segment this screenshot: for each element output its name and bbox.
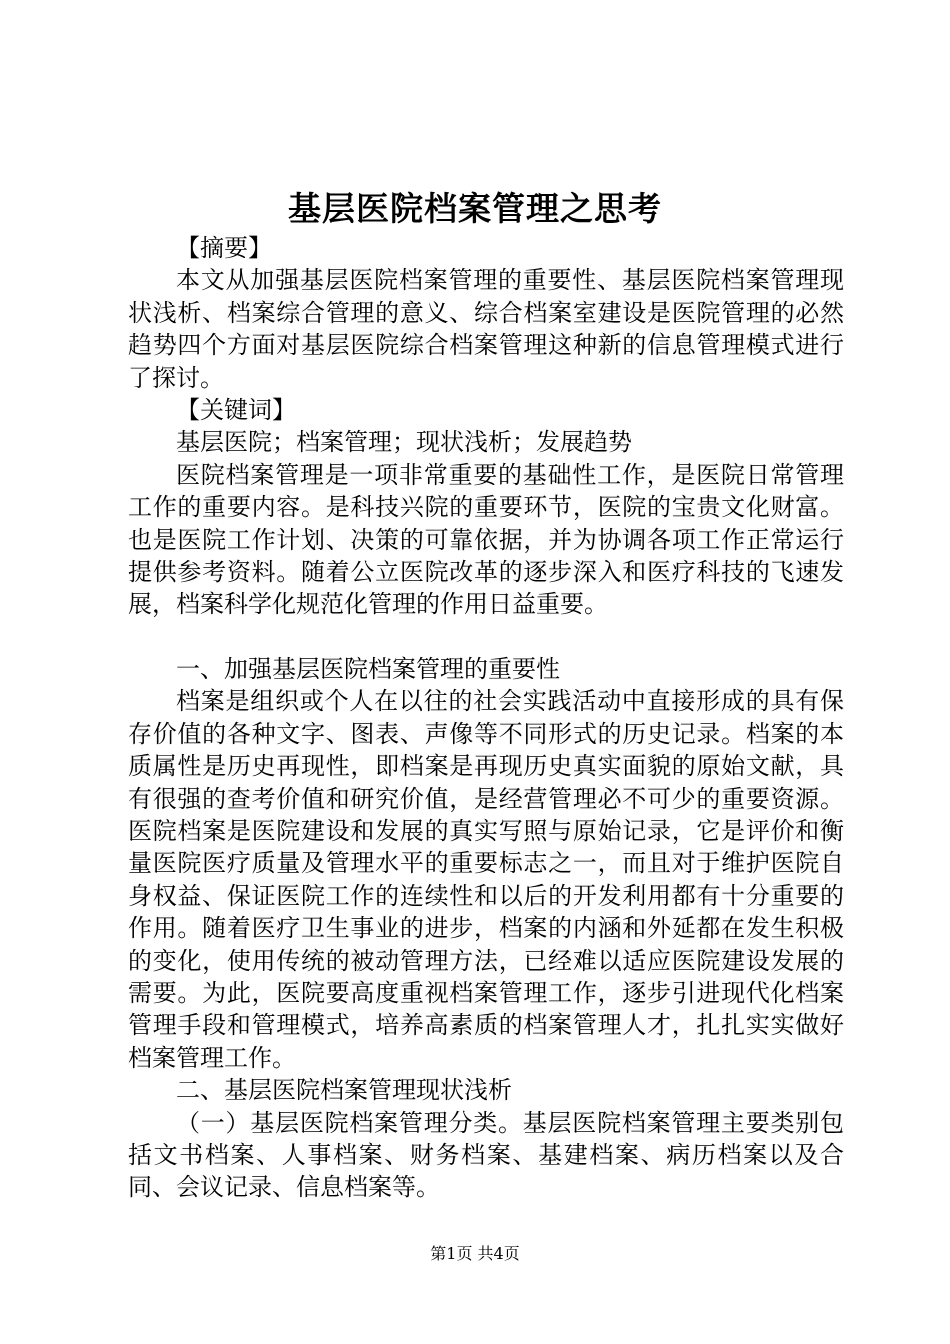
section-1-heading: 一、加强基层医院档案管理的重要性	[176, 654, 560, 683]
section-2-subsection-1: （一）基层医院档案管理分类。基层医院档案管理主要类别包括文书档案、人事档案、财务档案、基建档案、病历档案以及合同、会议记录、信息档案等。	[128, 1108, 844, 1202]
section-1-paragraph: 档案是组织或个人在以往的社会实践活动中直接形成的具有保存价值的各种文字、图表、声像等不同形式的历史记录。档案的本质属性是历史再现性，即档案是再现历史真实面貌的原始文献，具有很强的查考价值和研究价值，是经营管理必不可少的重要资源。医院档案是医院建设和发展的真实写照与原始记录，它是评价和衡量医院医疗质量及管理水平的重要标志之一，而且对于维护医院自身权益、保证医院工作的连续性和以后的开发利用都有十分重要的作用。随着医疗卫生事业的进步，档案的内涵和外延都在发生积极的变化，使用传统的被动管理方法，已经难以适应医院建设发展的需要。为此，医院要高度重视档案管理工作，逐步引进现代化档案管理手段和管理模式，培养高素质的档案管理人才，扎扎实实做好档案管理工作。	[128, 687, 844, 1072]
keywords-paragraph: 基层医院；档案管理；现状浅析；发展趋势	[176, 428, 632, 457]
document-title: 基层医院档案管理之思考	[288, 189, 662, 228]
document-body	[128, 232, 844, 1204]
keywords-heading: 【关键词】	[176, 396, 296, 425]
abstract-paragraph: 本文从加强基层医院档案管理的重要性、基层医院档案管理现状浅析、档案综合管理的意义、综合档案室建设是医院管理的必然趋势四个方面对基层医院综合档案管理这种新的信息管理模式进行了探讨。	[128, 266, 844, 392]
intro-paragraph: 医院档案管理是一项非常重要的基础性工作，是医院日常管理工作的重要内容。是科技兴院的重要环节，医院的宝贵文化财富。也是医院工作计划、决策的可靠依据，并为协调各项工作正常运行提供参考资料。随着公立医院改革的逐步深入和医疗科技的飞速发展，档案科学化规范化管理的作用日益重要。	[128, 460, 844, 619]
paragraph-spacer	[128, 621, 844, 653]
abstract-heading: 【摘要】	[176, 234, 272, 262]
section-2-heading: 二、基层医院档案管理现状浅析	[176, 1076, 512, 1105]
page-footer: 第1页 共4页	[430, 1244, 520, 1263]
